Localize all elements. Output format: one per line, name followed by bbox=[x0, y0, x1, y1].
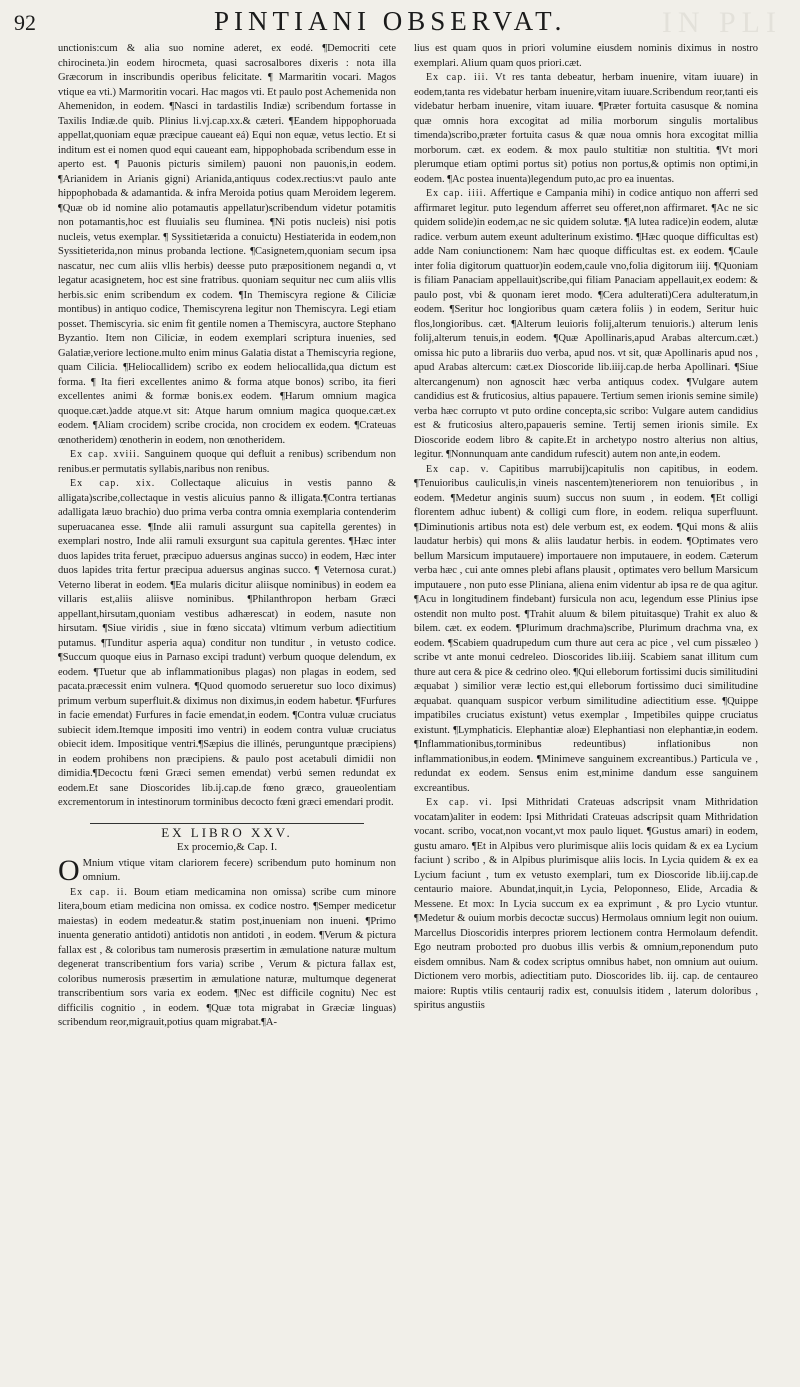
running-head: PINTIANI OBSERVAT. bbox=[214, 6, 567, 36]
paragraph: Ex cap. xix. Collectaque alicuius in vestis panno & alligata)scribe,collectaque in vestis alicuius panno & illigata.¶Contra tertianas adalligata læuo brachio) duo prima verba contra omnia exemplaria contenderim superuacanea esse. ¶Inde alii ramuli assurgunt sua capitella gerentes) in exemplari nostro, Inde alii ramuli exsurgunt sua capitula gerentes. ¶Hæc inter duos lapides trita feruet, præcipuo aduersus anginas succo) in eodem, Hæc inter duos lapides trita fertur præcipua aduersus anginas succo. ¶ Veternosa curat.) Veterno liberat in eodem. ¶Ea mularis dicitur aliisque nominibus) in eodem ea villaris est,aliis aliisve nominibus. ¶Philanthropon herbam Græci appellant,hirsutam,quoniam vestibus adhærescat) in eodem, nasute non hirsutam. ¶Siue viridis , siue in fœno siccata) vltimum verbum adiectitium putamus. ¶Tunditur asperia aqua) conditur non tunditur , in vetusto codice. ¶Succum quoque eius in Parnaso excipi tradunt) verbum quoque delendum, ex eodem. ¶Tuetur que ab inflammationibus plagas) non plagas in eodem, sed pacata.præcessit enim vulnera. ¶Quod quomodo serueretur suo loco diximus) primum verbum superfluit.& diximus non diximus,in eodem habetur. ¶Furfures in facie emendat) Furfures in facie emendat,in eodem. ¶Contra vuluæ cruciatus subiecit idem.Itemque impositi imo ventri) in eodem contra vuluæ cruciatus obiecit idem. Impositique ventri.¶Sæpius die illinés, perunguntque præcipiens) in eodem prohibens non præcipiens. & paulo post acetabuli dimidii non dimidia.¶Decoctu fœni Græci semen emendat) verbú semen redundat ex eodem.Et sane Dioscorides lib.ij.cap.de fœno græco, graueolentiam excrementorum in intestinorum torminibus decocto fœni græci emendari prodit. bbox=[58, 478, 396, 808]
paragraph: O Mnium vtique vitam clariorem fecere) scribendum puto hominum non omnium. bbox=[58, 853, 396, 887]
chapter-label: Ex cap. vi. bbox=[426, 797, 493, 808]
chapter-label: Ex cap. ii. bbox=[70, 886, 128, 898]
drop-cap: O bbox=[58, 853, 80, 887]
paragraph: Ex cap. vi. Ipsi Mithridati Crateuas adscripsit vnam Mithridation vocatam)aliter in eodem: Ipsi Mithridati Crateuas adscripsit quam Mithridation vocant. scribo, vocat,non vocant,vt mox paulo liquet. ¶Gustus amari) in eodem, gustu amaro. ¶Et in Alpibus vero plurimisque aliis locis quidam & ex ea Lycium faciunt ) scribo , & in Alpibus plurimisque aliis locis. In Lycia quidem & ex ea Lycium faciunt , tum ex vetusto exemplari, tum ex Dioscoride lib.iij.cap.de centaurio maiore. Abundat,inquit,in Lycia, Peloponneso, Elide, Arcadia & Messene. Et mox: In Lycia succum ex ea exprimunt , & pro Lycio vtuntur. ¶Medetur & ouium morbis decoctæ succus) Hermolaus omnium legit non ouium. Marcellus Dioscoridis interpres priorem lectionem contra Hermolaum defendit. Ego neutram probo:ted pro duobus illis verbis & omnium,reponendum puto eisdem omnibus. Nam & codex scriptus omnibus habet, non omnium aut ouium. Dictionem vero morbis, adiectitiam puto. Dioscorides lib. iij. cap. de centaureo maiore: Ruptis vtilis centaurij radix est, conuulsis itidem , laterum doloribus , spiritus angustiis bbox=[414, 797, 758, 1011]
page-number: 92 bbox=[14, 10, 36, 35]
paragraph: Ex cap. ii. Boum etiam medicamina non omissa) scribe cum minore litera,boum etiam medicina non omissa. ex codice nostro. ¶Semper medicetur maiestas) in eodem medeatur.& statim post,inueniam non inueni. ¶Primo inuenta generatio antidoti) antidotis non antidoti , in eodem. ¶Verum & pictura fallax est , & coloribus tam numerosis præsertim in æmulatione naturæ multum degenerat transcribentium fors varia) scribe , Verum & pictura fallax est, coloribus numerosis præsertim in æmulatione naturæ, multumque degenerat transcribentium sors varia ex eodem. ¶Nec est difficile cognitu) Nec est difficilis cognitio , in eodem. ¶Quæ tota migrabat in Græciæ linguas) scribendum reor,migrauit,potius quam migrabat.¶A- bbox=[58, 886, 396, 1028]
paragraph: Ex cap. v. Capitibus marrubij)capitulis non capitibus, in eodem. ¶Tenuioribus cauliculis,in vineis nascentem)teneriorem non tenuioribus , in eodem. ¶Medetur anginis suum) succus non suum , in eodem. ¶Et colligi florentem adhuc iubent) & colligi cum flore, in eodem. reliqua superfluunt. ¶Diminutionis artibus nota est) dele verbum est, ex eodem. ¶Qui mons & aliis laudatur herbis) qui mons & aliis laudatur herbis. in eodem. ¶Optimates vero bellum Marsicum imputauere) importauere non imputauere, in eodem. Cæterum verba hæc , cui ante omnes plebi aflans plausit , optimates vero bellum Marsicum imputauere , non puto esse Pliniana, aliena enim videntur ab ipsa re de qua agitur. ¶Acu in longitudinem findebant) fursicula non acu, legendum esse Plinius ipse ostendit non multo post. ¶Trahit aluum & bilem pituitasque) Trahit ex aluo & bilem. cæt. ex eodem. ¶Plurimum drachma)scribe, Plurimum drachma vna, ex eodem. ¶Scabiem quadrupedum cum thure aut cera ac pice , vel cum pissæleo ) scribe vt ante monui cedreleo. Dioscorides lib.iiij. Scabiem sanat illitum cum thure aut cera & pice & cedrino oleo. ¶Qui elleborum fortissimi ducis similitudini æquabat ) similior veræ lectio est,qui elleborum fortissimo duci similitudine æquabat. quanquam suspicor verbum similitudine adiectitium esse. ¶Quippe impatibiles cruciatus existunt) vetus exemplar , Impetibiles quippe cruciatus existunt. ¶Lymphaticis. Elephantiæ aloæ) Elephantiasi non elephantiæ,in eodem. ¶Inflammationibus,torminibus redeuntibus) inflationibus non inflammationibus,in eodem. ¶Minimeve sanguinem excreantibus.) Particula ve , redundat ex eodem. Sensus enim est,minime dandum esse sanguinem excreantibus. bbox=[414, 463, 758, 794]
paragraph: Ex cap. iiii. Affertique e Campania mihi) in codice antiquo non afferri sed affirmaret legitur. puto legendum afferret seu offeret,non affirmaret. ¶Ac ne sic quidem solide)in eodem,ac ne sic quidem solutæ. ¶A lutea radice)in eodem, alutæ radice. verbum autem exeunt adulterinum existimo. ¶Hæc quoque difficultas est) adde Nam coniunctionem: Nam hæc quoque difficultas est. ex eodem. ¶Caule inter folia digitorum quattuor)in eodem,caule vno,folia digitorum iiij. ¶Quoniam is filiam Panaciam appellauit)scribe,qui filiam Panaciam appellauit,ex eodem: & paulo post, vbi & quonam ieret modo. ¶Cera adulterati)Cera adulteratum,in eodem. ¶Seritur hoc longioribus quam cætera foliis ) in eodem, Seritur huic flos,longioribus. cæt. ¶Alterum leuioris folij,alterum tenuioris.) alterum lenis folij,alterum tenuis,in eodem. ¶Quæ Apollinaris,apud Arabas altercum.cæt.) omissa hic puto a librariis duo verba, apud nos. vt sit, quæ Apollinaris apud nos , apud Arabas altercum: cæt.ex Dioscoride lib.iiij.cap.de herba Apollinari. ¶Siue altercangenum) non agnoscit hæc verba antiquus codex. ¶Vulgare autem candidius est & fruticosius, altius papauere. Tertium semen irionis semine simile) verba hæc corrupto vt puto ordine concepta,sic scribo: Vulgare autem candidius est & fruticosius altero,papaueris semine. Tertij semen irionis simile. Ex Dioscoride eodem libro & capite.Et in archetypo nostro alterius non altius, legitur. ¶Nonnunquam ante candidum rufescit) autem non ante,in eodem. bbox=[414, 188, 758, 460]
right-column bbox=[414, 42, 758, 1382]
left-column bbox=[58, 42, 396, 1382]
paragraph: Ex cap. xviii. Sanguinem quoque qui defluit a renibus) scribendum non renibus.er permutatis syllabis,naribus non renibus. bbox=[58, 449, 396, 475]
chapter-label: Ex cap. xix. bbox=[70, 478, 156, 489]
section-rule bbox=[90, 823, 364, 824]
chapter-label: Ex cap. xviii. bbox=[70, 449, 141, 460]
paragraph: lius est quam quos in priori volumine eiusdem nominis diximus in nostro exemplari. Alium quam quos priori.cæt. bbox=[414, 43, 758, 69]
page-header bbox=[14, 6, 786, 40]
paragraph: Ex cap. iii. Vt res tanta debeatur, herbam inuenire, vitam iuuare) in eodem,tanta res videbatur herbam inuenire,vitam iuuare.Scribendum reor,tanti eis videbatur herbam inuenire, vitam iuuare. ¶Præter fortuita casusque & nomina quæ omnis hora excogitat ad milia morborum singulis mortalibus timenda)scribo,præter fortuita casus & quæ noua omnis hora excogitat millia morborum. cæt. ex eodem. & mox paulo stultitiæ non stultitia. ¶Vt mori plerumque etiam optimi portus sit) potius non portus,& optimis non optimi,in eodem. ¶Ac postea inuenta)legendum puto,ac pro ea inuentas. bbox=[414, 72, 758, 185]
chapter-label: Ex cap. v. bbox=[426, 463, 490, 475]
paragraph: unctionis:cum & alia suo nomine aderet, ex eodé. ¶Democriti cete chirocineta.)in eodem hirocmeta, quasi sacrosalbores dixeris : nota illa Græcorum in inscribundis operibus felicitate. ¶ Marmaritin vocari. Magos vtique ea vti.) Marmoritin vocari. Hac magos vti. Et paulo post Achemenida non Ahemenidon, in eodem. ¶Nasci in tardastilis Indiæ) scribendum fortasse in Taxilis Indiæ.de quib. Plinius li.vj.cap.xx.& cæteri. ¶Eandem hippophoruada appellat,quoniam equæ præcipue caueant eá) Equi non equæ, vetus lectio. Et si inditum est ei nomen quod equi caueant eam, hippophobada scribendum esse in aperto est. ¶ Pauonis picturis similem) pauoni non pauonis,in eodem. ¶Arianidem in Arianis gigni) Arianida,antiquus codex.rectius:vt paulo ante hippophobada & adamantida. & infra Meroida potius quam Meroidem legerem. ¶Quæ ob id nomine alio potamautis appellatur)scribendum videtur potamitis non potamantis,hoc est fluuialis seu fluminea. ¶Ni potis nucleis) nisi potis nucleis, vetus exemplar. ¶ Syssitietærida a conuictu) Hestiaterida in eodem,non Syssitieterida,non minus probanda lectione. ¶Casignetem,quoniam secum ipsa nascatur, nec cum aliis vllis herbis) deesse puto præpositionem negandi ɑ, vt legatur acasignetem, hoc est sine fratribus. quoniam sequitur nec cum aliis vllis herbis.sic enim scribendum ex codem. ¶In Themiscyra regione & Ciliciæ montibus) in antiquo codice, Themiscyrena legitur non Themiscyra. Legi etiam posset. Themiscyria. sic enim fit gentile nomen a Themiscyra, auctore Stephano Byzantio. Item non Ciliciæ, in eodem exemplari scriptura inuenies, sed Galatiæ,veriore lectione.multo enim minus Galatia distat a Themiscyria regione, quam Cilicia. ¶Heliocallidem) scribo ex eodem heliocallida,qua dictum est forma. ¶ Ita fieri excellentes animo & forma atque bonos) scribo, ita fieri excellentes animi & formæ bonis.ex eodem. ¶Harum omnium magica quoque.cæt.)adde atque.vt sit: Atque harum omnium magica quoque.cæt.ex eodem. ¶Aliam crocidem) scribe crocida, non crocidem ex eodem. ¶Crateuas œnotheridem) œnotherin in eodem, non œnotheridem. bbox=[58, 43, 396, 446]
book-subheading: Ex procemio,& Cap. I. bbox=[176, 841, 278, 853]
chapter-label: Ex cap. iiii. bbox=[426, 188, 487, 199]
book-heading: EX LIBRO XXV. bbox=[161, 824, 293, 840]
chapter-label: Ex cap. iii. bbox=[426, 72, 489, 83]
bleed-through-text: IN PLI bbox=[661, 6, 782, 39]
